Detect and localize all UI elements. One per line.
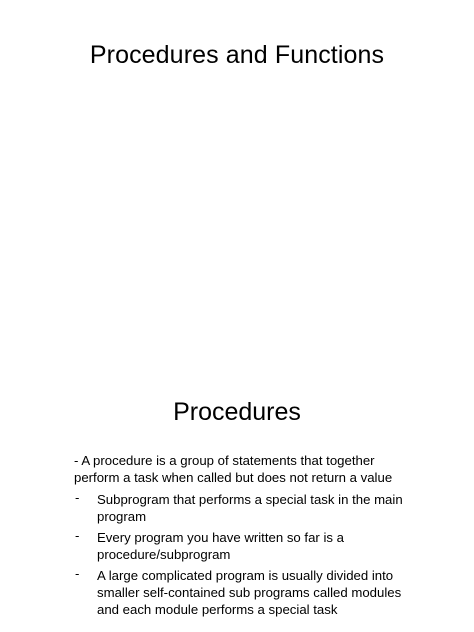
bullet-marker: - [75,528,80,543]
slide-title: Procedures and Functions [89,41,385,69]
bullet-marker: - [75,566,80,581]
bullet-item [74,567,414,618]
bullet-text: A large complicated program is usually divided into smaller self-contained sub programs called modules and each module performs a special task [97,568,402,617]
bullet-item [74,491,414,525]
bullet-text: Subprogram that performs a special task in the main program [97,492,403,524]
slide-heading: Procedures [173,398,301,426]
bullet-item [74,529,414,563]
content-slide [0,316,474,632]
bullet-text: Every program you have written so far is a procedure/subprogram [97,530,345,562]
intro-paragraph: - A procedure is a group of statements that together perform a task when called but does not return a value [74,453,393,485]
bullet-list [74,491,414,622]
bullet-marker: - [75,490,80,505]
